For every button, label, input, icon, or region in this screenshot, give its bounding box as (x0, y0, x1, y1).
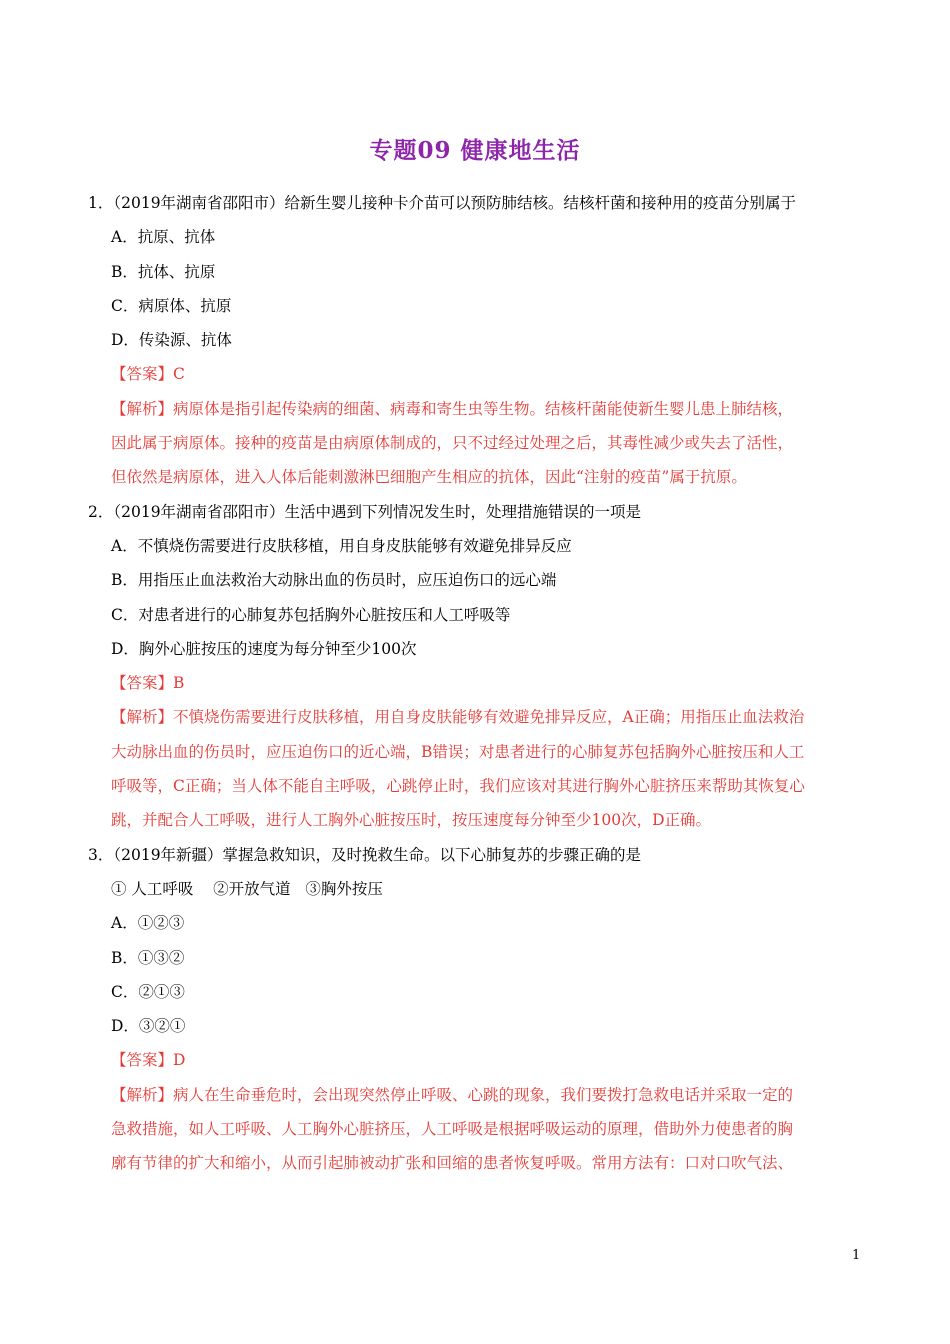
page-number: 1 (852, 1248, 861, 1263)
question-2-option-d: D．胸外心脏按压的速度为每分钟至少100次 (111, 639, 417, 658)
question-2-answer (0, 666, 950, 700)
analysis-tag: 【解析】 (111, 1085, 174, 1104)
question-1-analysis-line-1 (0, 392, 950, 426)
question-2-option-b: B．用指压止血法救治大动脉出血的伤员时，应压迫伤口的远心端 (111, 571, 557, 590)
question-2-option-c: C．对患者进行的心肺复苏包括胸外心脏按压和人工呼吸等 (111, 605, 511, 624)
question-2-analysis-line-2: 大动脉出血的伤员时，应压迫伤口的近心端，B错误；对患者进行的心肺复苏包括胸外心脏按压和人工 (111, 742, 805, 761)
answer-tag: 【答案】 (111, 1051, 174, 1070)
analysis-text: 病原体是指引起传染病的细菌、病毒和寄生虫等生物。结核杆菌能使新生婴儿患上肺结核， (173, 399, 794, 418)
question-1-option-c: C．病原体、抗原 (111, 296, 232, 315)
question-3-analysis-line-1 (0, 1078, 950, 1112)
question-3-stem: 3．（2019年新疆）掌握急救知识，及时挽救生命。以下心肺复苏的步骤正确的是 (88, 845, 642, 864)
question-2-option-a: A．不慎烧伤需要进行皮肤移植，用自身皮肤能够有效避免排异反应 (111, 536, 572, 555)
page-title: 专题09 健康地生活 (369, 137, 581, 164)
question-1-option-a: A．抗原、抗体 (111, 228, 216, 247)
question-1-analysis-line-2: 因此属于病原体。接种的疫苗是由病原体制成的，只不过经过处理之后，其毒性减少或失去了活性， (111, 434, 794, 453)
answer-value: D (173, 1051, 186, 1070)
answer-value: B (173, 674, 185, 693)
answer-tag: 【答案】 (111, 365, 174, 384)
question-1-answer (0, 357, 950, 391)
analysis-tag: 【解析】 (111, 708, 174, 727)
question-list (0, 186, 950, 1181)
analysis-text: 不慎烧伤需要进行皮肤移植，用自身皮肤能够有效避免排异反应，A正确；用指压止血法救治 (173, 708, 805, 727)
question-3-answer (0, 1043, 950, 1077)
question-1-option-d: D．传染源、抗体 (111, 331, 232, 350)
answer-value: C (173, 365, 185, 384)
question-3-option-a: A．①②③ (111, 914, 185, 933)
question-2-stem: 2．（2019年湖南省邵阳市）生活中遇到下列情况发生时，处理措施错误的一项是 (88, 502, 642, 521)
answer-tag: 【答案】 (111, 674, 174, 693)
question-3-steps: ① 人工呼吸 ②开放气道 ③胸外按压 (111, 879, 383, 898)
question-2-analysis-line-4: 跳，并配合人工呼吸，进行人工胸外心脏按压时，按压速度每分钟至少100次，D正确。 (111, 811, 712, 830)
analysis-text: 病人在生命垂危时，会出现突然停止呼吸、心跳的现象，我们要拨打急救电话并采取一定的 (173, 1085, 794, 1104)
question-3-option-c: C．②①③ (111, 982, 185, 1001)
question-3-option-b: B．①③② (111, 948, 185, 967)
question-3-analysis-line-3: 廓有节律的扩大和缩小，从而引起肺被动扩张和回缩的患者恢复呼吸。常用方法有：口对口吹气法、 (111, 1154, 794, 1173)
question-1-analysis-line-3: 但依然是病原体，进入人体后能刺激淋巴细胞产生相应的抗体，因此“注射的疫苗”属于抗原。 (111, 468, 747, 487)
question-1-stem: 1．（2019年湖南省邵阳市）给新生婴儿接种卡介苗可以预防肺结核。结核杆菌和接种用的疫苗分别属于 (88, 194, 797, 212)
question-3-analysis-line-2: 急救措施，如人工呼吸、人工胸外心脏挤压，人工呼吸是根据呼吸运动的原理，借助外力使患者的胸 (111, 1120, 794, 1139)
question-2-analysis-line-3: 呼吸等，C正确；当人体不能自主呼吸，心跳停止时，我们应该对其进行胸外心脏挤压来帮助其恢复心 (111, 777, 805, 796)
question-1-option-b: B．抗体、抗原 (111, 262, 216, 281)
question-2-analysis-line-1 (0, 700, 950, 734)
analysis-tag: 【解析】 (111, 399, 174, 418)
question-3-option-d: D．③②① (111, 1017, 186, 1036)
